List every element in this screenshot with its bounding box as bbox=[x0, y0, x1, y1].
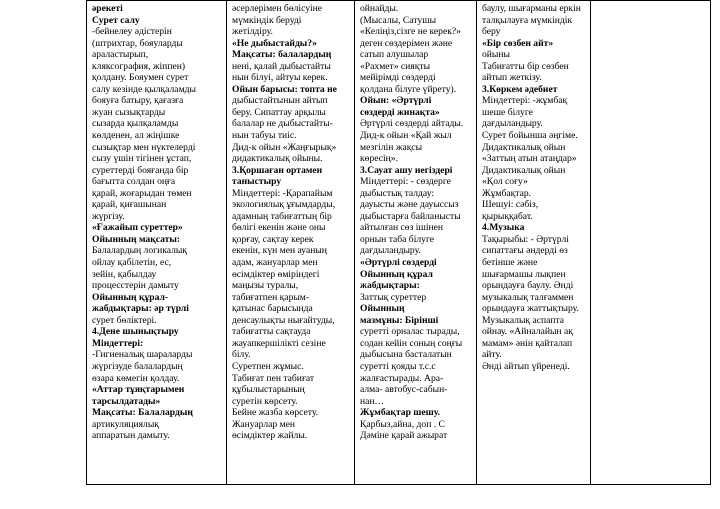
text-line: өсімдіктер жайлы. bbox=[232, 430, 308, 442]
text-line: шығармашы лықпен bbox=[482, 268, 566, 280]
text-line: Дидактикалық ойын bbox=[482, 164, 566, 176]
text-line: баулу, шығарманы еркін bbox=[482, 3, 581, 14]
text-line: мезгілін жақсы bbox=[360, 141, 423, 153]
text-line: орнын таба білуге bbox=[360, 233, 435, 245]
text-line: адамның табиғаттың бір bbox=[232, 210, 332, 222]
text-line: көресің». bbox=[360, 153, 399, 165]
text-line: Міндеттері: bbox=[92, 337, 144, 349]
text-line: екенін, күн мен ауаның bbox=[232, 245, 327, 257]
text-line: 4.Дене шынықтыру bbox=[92, 326, 179, 338]
text-line: Жұмбақтар шешу. bbox=[360, 407, 440, 419]
text-line: жүргізу. bbox=[92, 210, 125, 222]
text-line: Табиғат пен табиғат bbox=[232, 372, 315, 384]
text-line: табиғатпен қарым- bbox=[232, 291, 310, 303]
text-line: өсімдіктер өміріндегі bbox=[232, 268, 320, 280]
text-line: орындауға жаттықтыру. bbox=[482, 303, 579, 315]
text-line: деген сөздерімен және bbox=[360, 37, 453, 49]
table-cell-art-activity bbox=[87, 1, 227, 485]
text-line: содан кейін соның соңғы bbox=[360, 337, 463, 349]
text-line: музыкалық талғаммен bbox=[482, 291, 574, 303]
text-line: «Заттың атын атаңдар» bbox=[482, 153, 577, 165]
text-line: -Гигиеналық шараларды bbox=[92, 349, 193, 361]
text-line: Сурет бойынша әңгіме. bbox=[482, 130, 578, 142]
text-line: Ойынның құрал- bbox=[92, 291, 169, 303]
text-line: «Келіңіз,сізге не керек?» bbox=[360, 26, 461, 38]
text-line: қолдана білуге үйрету). bbox=[360, 83, 457, 95]
text-line: Ойынның құрал bbox=[360, 268, 433, 280]
text-line: қатынас барысында bbox=[232, 303, 313, 315]
text-line: Ойынның bbox=[360, 303, 405, 315]
text-line: дағдыландыру. bbox=[360, 245, 421, 257]
text-line: алма- автобус-сабын- bbox=[360, 384, 448, 396]
text-line: Дидактикалық ойын bbox=[482, 141, 566, 153]
text-line: бояуға батыру, қағазға bbox=[92, 95, 184, 107]
text-line: суретті қояды т.с.с bbox=[360, 360, 436, 372]
text-line: талқылауға мүмкіндік bbox=[482, 14, 573, 26]
text-line: «Әртүрлі сөздерді bbox=[360, 257, 437, 269]
text-line: Музыкалық аспапта bbox=[482, 314, 564, 326]
text-line: кляксография, жіппен) bbox=[92, 60, 186, 72]
text-line: «Ғажайып суреттер» bbox=[92, 222, 183, 234]
text-line: Ойынның мақсаты: bbox=[92, 233, 181, 245]
text-line: Қарбыз,айна, доп . С bbox=[360, 418, 445, 430]
text-line: -бейнелеу әдістерін bbox=[92, 26, 172, 38]
text-line: салу кезінде қылқаламды bbox=[92, 83, 196, 95]
text-line: адам, жануарлар мен bbox=[232, 257, 318, 269]
text-line: сатып алушылар bbox=[360, 49, 429, 61]
text-line: «Қол соғу» bbox=[482, 176, 528, 188]
column-text bbox=[482, 3, 585, 373]
text-line: Дид-к ойын «Жаңғырық» bbox=[232, 141, 337, 153]
text-line: мейірімді сөздерді bbox=[360, 72, 436, 84]
text-line: Міндеттері: -жұмбақ bbox=[482, 95, 568, 107]
text-line: табиғатты сақтауда bbox=[232, 326, 311, 338]
text-line: маңызы туралы, bbox=[232, 280, 299, 292]
text-line: дыбыстарға байланысты bbox=[360, 210, 461, 222]
text-line: 3.Қоршаған ортамен bbox=[232, 164, 323, 176]
text-line: Дид-к ойын «Қай жыл bbox=[360, 130, 452, 142]
text-line: сызарда қылқаламды bbox=[92, 118, 179, 130]
table-cell-literacy bbox=[355, 1, 477, 485]
text-line: Әртүрлі сөздерді айтады. bbox=[360, 118, 464, 130]
text-line: Жануарлар мен bbox=[232, 418, 296, 430]
text-line: тарсылдатады» bbox=[92, 395, 161, 407]
text-line: айтылған сөз ішінен bbox=[360, 222, 444, 234]
text-line: 3.Көркем әдебиет bbox=[482, 83, 558, 95]
text-line: (Мысалы, Сатушы bbox=[360, 14, 437, 26]
text-line: қырыққабат. bbox=[482, 210, 533, 222]
text-line: Суретпен жұмыс. bbox=[232, 360, 304, 372]
text-line: «Рахмет» сияқты bbox=[360, 60, 431, 72]
text-line: өзара көмегін қолдау. bbox=[92, 372, 180, 384]
text-line: артикуляциялық bbox=[92, 418, 159, 430]
text-line: сипаттағы әндерді өз bbox=[482, 245, 568, 257]
text-line: беру. Сипаттау арқылы bbox=[232, 106, 326, 118]
text-line: сөздерді жинақта» bbox=[360, 106, 440, 118]
text-line: Ойын барысы: топта не bbox=[232, 83, 337, 95]
text-line: Мақсаты: балалардың bbox=[232, 49, 332, 61]
text-line: жалғастырады. Ара- bbox=[360, 372, 444, 384]
text-line: экологиялық ұғымдарды, bbox=[232, 199, 336, 211]
text-line: Міндеттері: - сөздерге bbox=[360, 176, 451, 188]
table-cell-empty bbox=[591, 1, 711, 485]
text-line: араластырып, bbox=[92, 49, 149, 61]
text-line: Мақсаты: Балалардың bbox=[92, 407, 193, 419]
text-line: 4.Музыка bbox=[482, 222, 525, 234]
text-line: дыбыстайтынын айтып bbox=[232, 95, 328, 107]
column-text bbox=[92, 3, 221, 442]
text-line: Табиғатты бір сөзбен bbox=[482, 60, 569, 72]
text-line: дыбыстық талдау: bbox=[360, 187, 435, 199]
text-line: суреттерді бояғанда бір bbox=[92, 164, 189, 176]
text-line: білу. bbox=[232, 349, 251, 361]
text-line: дағдыландыру. bbox=[482, 118, 543, 130]
text-line: әрекеті bbox=[92, 3, 123, 14]
text-line: айту. bbox=[482, 349, 502, 361]
text-line: «Не дыбыстайды?» bbox=[232, 37, 317, 49]
text-line: «Бір сөзбен айт» bbox=[482, 37, 554, 49]
text-line: қарай, қиғашынан bbox=[92, 199, 167, 211]
text-line: қорғау, сақтау керек bbox=[232, 233, 314, 245]
text-line: балалар не дыбыстайты- bbox=[232, 118, 333, 130]
text-line: Әнді айтып үйренеді. bbox=[482, 360, 570, 372]
text-line: жабдықтары: әр түрлі bbox=[92, 303, 189, 315]
text-line: ойыны bbox=[482, 49, 510, 61]
text-line: орындауға баулу. Әнді bbox=[482, 280, 574, 292]
table-cell-environment bbox=[227, 1, 355, 485]
text-line: жабдықтары: bbox=[360, 280, 420, 292]
text-line: аппаратын дамыту. bbox=[92, 430, 170, 442]
text-line: қарай, жоғарыдан төмен bbox=[92, 187, 192, 199]
text-line: Міндеттері: -Қарапайым bbox=[232, 187, 333, 199]
text-line: дидактикалық ойыны. bbox=[232, 153, 323, 165]
text-line: жауапкершілікті сезіне bbox=[232, 337, 326, 349]
text-line: бөлігі екенін және оны bbox=[232, 222, 326, 234]
text-line: таныстыру bbox=[232, 176, 282, 188]
text-line: суретті орналас тырады, bbox=[360, 326, 460, 338]
text-line: қолдану. Бояумен сурет bbox=[92, 72, 189, 84]
text-line: мазмұны: Бірінші bbox=[360, 314, 439, 326]
text-line: жетілдіру. bbox=[232, 26, 273, 38]
text-line: жүргізуде балалардың bbox=[92, 360, 183, 372]
text-line: нын табуы тиіс. bbox=[232, 130, 297, 142]
text-line: Шешуі: сәбіз, bbox=[482, 199, 539, 211]
text-line: Балалардың логикалық bbox=[92, 245, 187, 257]
text-line: бағытта солдан оңға bbox=[92, 176, 176, 188]
text-line: мамам» әнін қайталап bbox=[482, 337, 573, 349]
text-line: мүмкіндік беруді bbox=[232, 14, 302, 26]
text-line: беру bbox=[482, 26, 501, 38]
table-cell-literature-music bbox=[477, 1, 591, 485]
text-line: айтып жеткізу. bbox=[482, 72, 542, 84]
text-line: нені, қалай дыбыстайты bbox=[232, 60, 331, 72]
text-line: Жұмбақтар. bbox=[482, 187, 532, 199]
text-line: әсерлерімен бөлісуіне bbox=[232, 3, 323, 14]
text-line: нын білуі, айтуы керек. bbox=[232, 72, 328, 84]
text-line: шеше білуге bbox=[482, 106, 533, 118]
text-line: көлденен, ал жіңішке bbox=[92, 130, 180, 142]
text-line: Ойын: «Әртүрлі bbox=[360, 95, 432, 107]
text-line: Заттық суреттер bbox=[360, 291, 427, 303]
column-text bbox=[360, 3, 471, 442]
text-line: 3.Сауат ашу негіздері bbox=[360, 164, 453, 176]
text-line: сызықтар мен нүктелерді bbox=[92, 141, 196, 153]
text-line: ойнау. «Айналайын ақ bbox=[482, 326, 573, 338]
text-line: дыбысына басталатын bbox=[360, 349, 452, 361]
text-line: жуан сызықтарды bbox=[92, 106, 166, 118]
text-line: сурет бөліктері. bbox=[92, 314, 157, 326]
text-line: ойлау қабілетін, ес, bbox=[92, 257, 172, 269]
text-line: Сурет салу bbox=[92, 14, 140, 26]
text-line: дауысты және дауыссыз bbox=[360, 199, 459, 211]
table-row bbox=[87, 1, 711, 485]
text-line: зейін, қабылдау bbox=[92, 268, 157, 280]
lesson-plan-table bbox=[86, 0, 711, 485]
text-line: (штрихтар, бояуларды bbox=[92, 37, 183, 49]
text-line: нан… bbox=[360, 395, 385, 407]
text-line: процесстерін дамыту bbox=[92, 280, 179, 292]
text-line: ойнайды. bbox=[360, 3, 399, 14]
text-line: сызу үшін тігінен ұстап, bbox=[92, 153, 192, 165]
text-line: «Аттар тұяқтарымен bbox=[92, 384, 185, 396]
text-line: суретін көрсету. bbox=[232, 395, 298, 407]
text-line: Тақырыбы: - Әртүрлі bbox=[482, 233, 569, 245]
text-line: денсаулықты нығайтуды, bbox=[232, 314, 335, 326]
column-text bbox=[232, 3, 349, 442]
text-line: құбылыстарының bbox=[232, 384, 305, 396]
text-line: Дәміне қарай ажырат bbox=[360, 430, 448, 442]
text-line: бетінше және bbox=[482, 257, 538, 269]
text-line: Бейне жазба көрсету. bbox=[232, 407, 319, 419]
